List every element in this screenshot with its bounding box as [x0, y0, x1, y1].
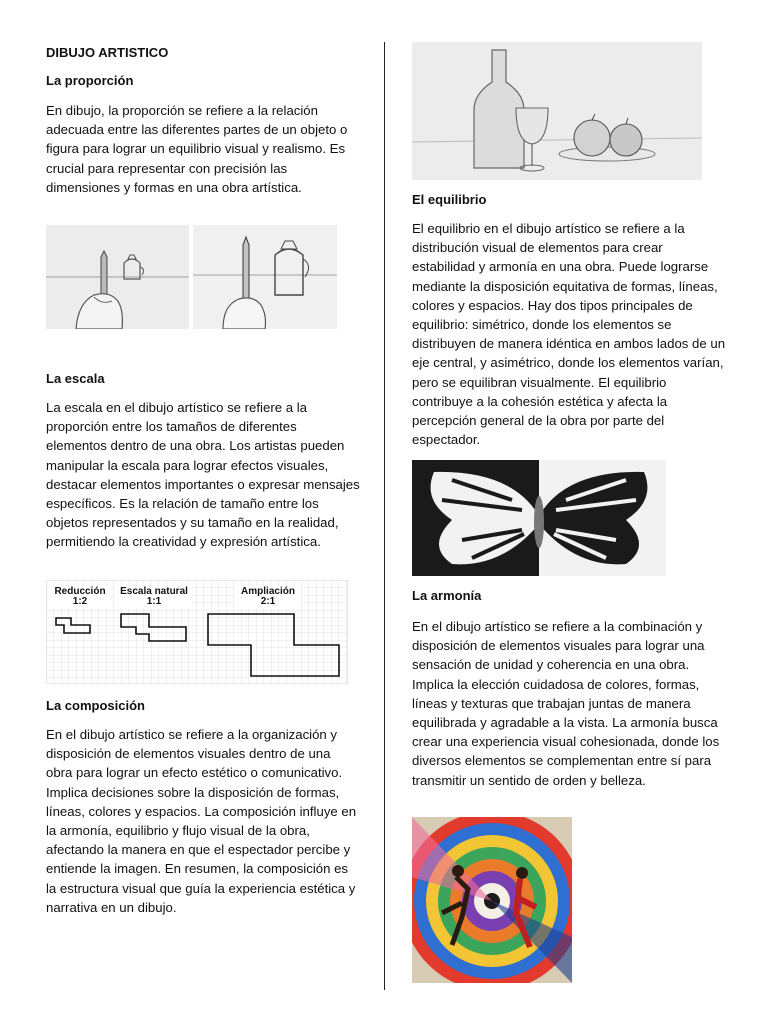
body-composicion: En el dibujo artístico se refiere a la organización y disposición de elementos visuales dentro de una obra para lograr un efecto estético o comunicativo. Implica decisiones sobre la disposición de formas, líneas, colores y espacios. La composición influye en la armonía, equilibrio y flujo visual de la obra, afectando la manera en que el espectador percibe y entiende la imagen. En resumen, la composición es la estructura visual que guía la experiencia estética y narrativa en un dibujo.	[46, 727, 357, 915]
body-escala: La escala en el dibujo artístico se refiere a la proporción entre los tamaños de diferentes elementos dentro de una obra. Los artistas pueden manipular la escala para lograr efectos visuales, destacar elementos importantes o expresar mensajes específicos. Es la relación de tamaño entre los objetos representados y su tamaño en la realidad, permitiendo la creatividad y expresión artística.	[46, 400, 360, 550]
scale-label-natural: Escala natural 1:1	[120, 586, 188, 607]
heading-equilibrio: El equilibrio	[412, 192, 487, 207]
scale-label-reduccion: Reducción 1:2	[54, 586, 106, 607]
heading-armonia: La armonía	[412, 588, 482, 603]
heading-composicion: La composición	[46, 698, 145, 713]
still-life-sketch-image	[412, 42, 702, 180]
body-equilibrio: El equilibrio en el dibujo artístico se refiere a la distribución visual de elementos para crear estabilidad y armonía en una obra. Puede lograrse mediante la disposición equitativa de formas, líneas, colores y espacios. Hay dos tipos principales de equilibrio: simétrico, donde los elementos se distribuyen de manera idéntica en ambos lados de un eje central, y asimétrico, donde los elementos varían, pero se equilibran visualmente. El equilibrio contribuye a la cohesión estética y afecta la percepción general de la obra por parte del espectador.	[412, 221, 726, 448]
pencil-sketch-image-2	[193, 225, 337, 329]
column-divider	[384, 42, 385, 990]
pencil-sketch-image-1	[46, 225, 189, 329]
doc-title: DIBUJO ARTISTICO	[46, 45, 169, 60]
heading-proporcion: La proporción	[46, 73, 134, 88]
butterfly-balance-image	[412, 460, 666, 576]
scale-label-ampliacion: Ampliación 2:1	[241, 586, 295, 607]
body-proporcion: En dibujo, la proporción se refiere a la relación adecuada entre las diferentes partes de un objeto o figura para lograr un equilibrio visual y realismo. Es crucial para representar con precisión las dimensiones y formas en una obra artística.	[46, 103, 348, 195]
heading-escala: La escala	[46, 371, 105, 386]
colorful-circles-painting-image	[412, 817, 572, 983]
body-armonia: En el dibujo artístico se refiere a la combinación y disposición de elementos visuales para lograr una sensación de unidad y coherencia en una obra. Implica la elección cuidadosa de colores, formas, líneas y texturas que trabajan juntas de manera equilibrada y agradable a la vista. La armonía busca crear una experiencia visual cohesionada, donde los diversos elementos se complementan entre sí para transmitir un sentido de orden y belleza.	[412, 619, 720, 788]
